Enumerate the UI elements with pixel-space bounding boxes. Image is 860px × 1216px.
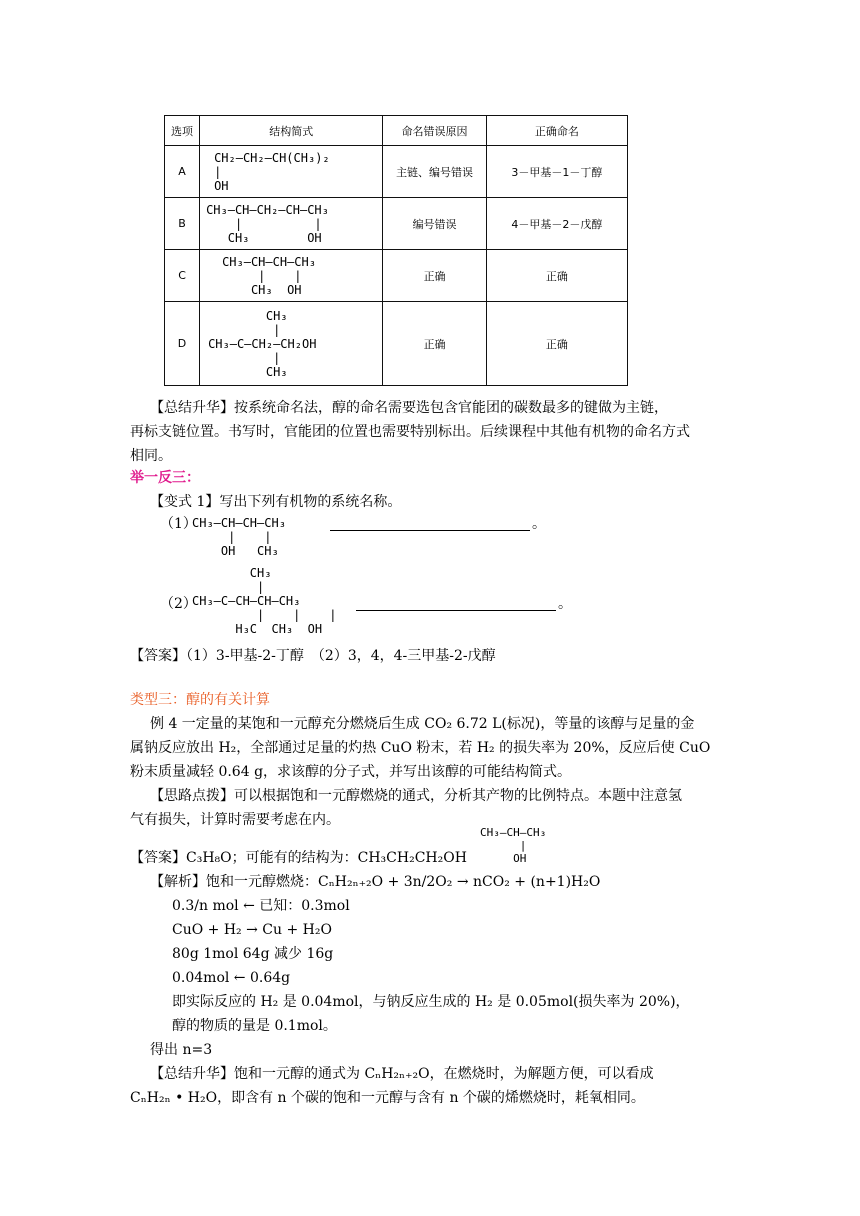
structure-formula: CH₃—CH—CH₂—CH—CH₃ | | CH₃ OH [206, 202, 329, 245]
table-row [165, 302, 628, 386]
q1-structure: CH₃—CH—CH—CH₃ | | OH CH₃ [192, 516, 286, 558]
calc-line-6: 醇的物质的量是 0.1mol。 [172, 1018, 337, 1034]
calc-line-1: 0.3/n mol ← 已知：0.3mol [172, 898, 350, 914]
variant-answer: 【答案】（1）3-甲基-2-丁醇 （2）3，4，4-三甲基-2-戊醇 [130, 648, 496, 664]
table-row [165, 146, 628, 198]
example4-line-3: 粉末质量减轻 0.64 g，求该醇的分子式，并写出该醇的可能结构简式。 [130, 764, 572, 780]
header-option: 选项 [165, 116, 200, 146]
row-option: C [165, 250, 200, 302]
calc-line-3: 80g 1mol 64g 减少 16g [172, 946, 334, 962]
row-option: A [165, 146, 200, 198]
row-correct: 4－甲基－2－戊醇 [486, 198, 627, 250]
row-reason: 主链、编号错误 [383, 146, 486, 198]
structure-formula: CH₃—CH—CH—CH₃ | | CH₃ OH [222, 254, 316, 297]
row-reason: 正确 [383, 302, 486, 386]
header-reason: 命名错误原因 [383, 116, 486, 146]
calc-line-5: 即实际反应的 H₂ 是 0.04mol，与钠反应生成的 H₂ 是 0.05mol(损失率为 20%)， [172, 994, 690, 1010]
summary-line-2: 再标支链位置。书写时，官能团的位置也需要特别标出。后续课程中其他有机物的命名方式 [130, 424, 690, 440]
example4-answer: 【答案】C₃H₈O；可能有的结构为：CH₃CH₂CH₂OH [130, 850, 467, 866]
table-row [165, 198, 628, 250]
row-correct: 正确 [486, 250, 627, 302]
table-header-row [165, 116, 628, 146]
q2-answer-blank[interactable] [356, 596, 556, 611]
section-3-heading: 类型三：醇的有关计算 [130, 692, 270, 708]
structure-formula: CH₂—CH₂—CH(CH₃)₂ | OH [214, 150, 330, 193]
structure-formula: CH₃ | CH₃—C—CH₂—CH₂OH | CH₃ [208, 308, 317, 379]
naming-table [164, 115, 628, 386]
summary-line-1: 【总结升华】按系统命名法，醇的命名需要选包含官能团的碳数最多的键做为主链， [150, 400, 668, 416]
summary2-line-1: 【总结升华】饱和一元醇的通式为 CₙH₂ₙ₊₂O，在燃烧时，为解题方便，可以看成 [150, 1066, 654, 1082]
table-row [165, 250, 628, 302]
summary2-line-2: CₙH₂ₙ • H₂O，即含有 n 个碳的饱和一元醇与含有 n 个碳的烯燃烧时，耗氧相同。 [130, 1090, 645, 1106]
calc-line-4: 0.04mol ← 0.64g [172, 970, 291, 986]
hint-line-2: 气有损失，计算时需要考虑在内。 [130, 812, 340, 828]
q2-structure: CH₃ | CH₃—C—CH—CH—CH₃ | | | H₃C CH₃ OH [192, 566, 337, 636]
variant-title: 【变式 1】写出下列有机物的系统名称。 [150, 494, 402, 510]
hint-line-1: 【思路点拨】可以根据饱和一元醇燃烧的通式，分析其产物的比例特点。本题中注意氢 [150, 788, 682, 804]
result-line: 得出 n=3 [150, 1042, 213, 1058]
answer-structure-right: CH₃—CH—CH₃ | OH [480, 826, 547, 865]
row-reason: 编号错误 [383, 198, 486, 250]
q1-label: （1） [160, 516, 197, 532]
q2-period: 。 [558, 596, 572, 612]
q1-period: 。 [532, 516, 546, 532]
row-option: D [165, 302, 200, 386]
row-correct: 3－甲基－1－丁醇 [486, 146, 627, 198]
row-correct: 正确 [486, 302, 627, 386]
q2-label: （2） [160, 596, 197, 612]
header-structure: 结构简式 [200, 116, 383, 146]
calc-line-2: CuO + H₂ → Cu + H₂O [172, 922, 332, 938]
summary-line-3: 相同。 [130, 448, 172, 464]
example4-line-2: 属钠反应放出 H₂，全部通过足量的灼热 CuO 粉末，若 H₂ 的损失率为 20%，反应后使 CuO [130, 740, 711, 756]
header-correct: 正确命名 [486, 116, 627, 146]
heading-fanyi: 举一反三： [130, 470, 200, 486]
analysis-line: 【解析】饱和一元醇燃烧：CₙH₂ₙ₊₂O + 3n/2O₂ → nCO₂ + (n+1)H₂O [150, 874, 601, 890]
q1-answer-blank[interactable] [330, 516, 530, 531]
row-reason: 正确 [383, 250, 486, 302]
example4-line-1: 例 4 一定量的某饱和一元醇充分燃烧后生成 CO₂ 6.72 L(标况)，等量的该醇与足量的金 [150, 716, 695, 732]
row-option: B [165, 198, 200, 250]
